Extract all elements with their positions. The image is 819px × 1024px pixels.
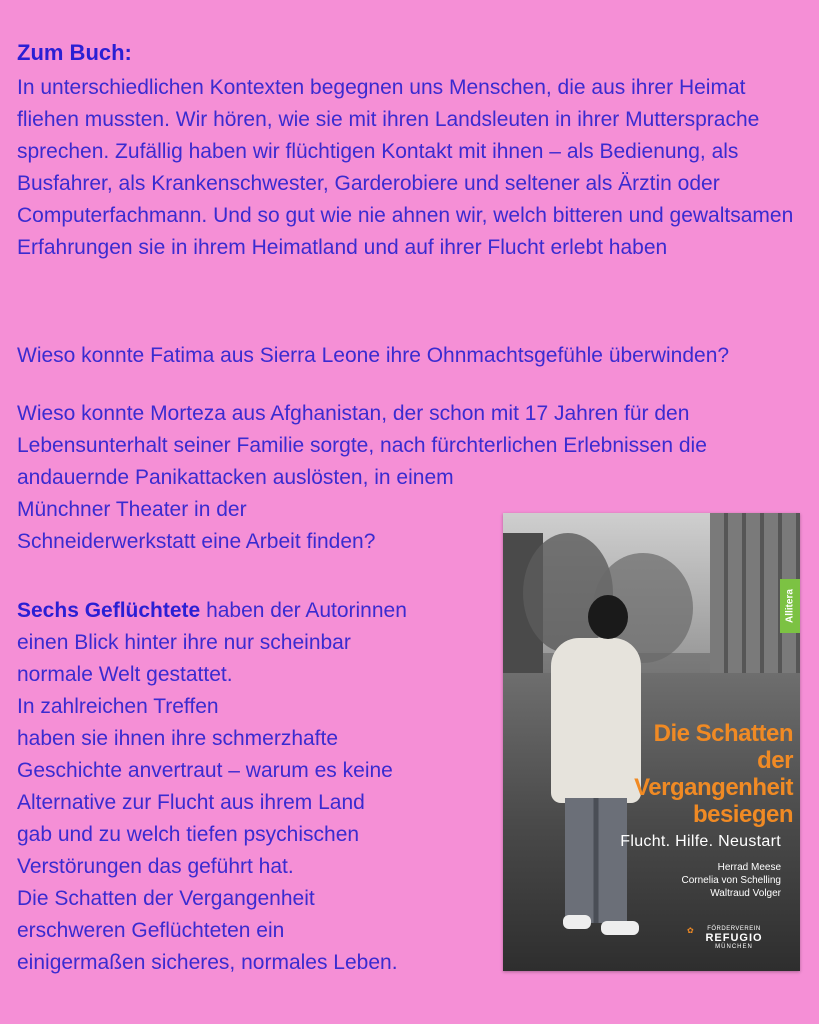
- publisher-label: Allitera: [780, 579, 800, 633]
- summary-line: gab und zu welch tiefen psychischen: [17, 823, 360, 846]
- summary-line: In zahlreichen Treffen: [17, 695, 219, 718]
- book-title-line: Die Schatten: [653, 720, 793, 747]
- book-title-line: der Vergangenheit: [634, 747, 793, 801]
- refugio-mark-icon: ✿: [687, 926, 694, 935]
- question-morteza-text: Münchner Theater in der: [17, 498, 247, 521]
- book-title: [593, 720, 793, 828]
- book-title-line: besiegen: [692, 801, 793, 828]
- summary-line: normale Welt gestattet.: [17, 663, 233, 686]
- author-name: Waltraud Volger: [710, 888, 781, 899]
- summary-bold-lead: Sechs Geflüchtete: [17, 599, 201, 622]
- question-fatima: Wieso konnte Fatima aus Sierra Leone ihre Ohnmachtsgefühle überwinden?: [17, 344, 730, 367]
- org-top-text: FÖRDERVEREIN: [707, 926, 761, 932]
- org-name-text: REFUGIO: [705, 932, 763, 944]
- summary-line: Geschichte anvertraut – warum es keine: [17, 759, 393, 782]
- summary-line: einen Blick hinter ihre nur scheinbar: [17, 631, 351, 654]
- cover-person-shoe: [601, 921, 639, 935]
- author-name: Cornelia von Schelling: [681, 875, 781, 886]
- section-heading: Zum Buch:: [17, 40, 132, 65]
- org-city-text: MÜNCHEN: [715, 944, 753, 950]
- book-subtitle: Flucht. Hilfe. Neustart: [620, 833, 781, 850]
- summary-paragraph: [17, 595, 497, 979]
- question-morteza-text: Schneiderwerkstatt eine Arbeit finden?: [17, 530, 376, 553]
- summary-line: einigermaßen sicheres, normales Leben.: [17, 951, 398, 974]
- summary-line: Die Schatten der Vergangenheit: [17, 887, 315, 910]
- summary-line: haben der Autorinnen: [200, 599, 407, 622]
- intro-paragraph: In unterschiedlichen Kontexten begegnen uns Menschen, die aus ihrer Heimat fliehen mussten. Wir hören, wie sie mit ihren Landsleuten in ihrer Muttersprache sprechen. Zufällig haben wir flüchtigen Kontakt mit ihnen – als Bedienung, als Busfahrer, als Krankenschwester, Garderobiere und seltener als Ärztin oder Computerfachmann. Und so gut wie nie ahnen wir, welch bitteren und gewaltsamen Erfahrungen sie in ihrem Heimatland und auf ihrer Flucht erlebt haben: [17, 76, 794, 259]
- book-cover: [503, 513, 800, 971]
- summary-line: erschweren Geflüchteten ein: [17, 919, 285, 942]
- refugio-logo: [687, 926, 775, 950]
- author-name: Herrad Meese: [717, 862, 781, 873]
- question-morteza-text: Wieso konnte Morteza aus Afghanistan, der schon mit 17 Jahren für den Lebensunterhalt seiner Familie sorgte, nach fürchterlichen Erlebnissen die andauernde Panikattacken auslösten, in einem: [17, 402, 707, 489]
- summary-line: Alternative zur Flucht aus ihrem Land: [17, 791, 365, 814]
- summary-line: Verstörungen das geführt hat.: [17, 855, 294, 878]
- summary-line: haben sie ihnen ihre schmerzhafte: [17, 727, 339, 750]
- book-authors: [603, 861, 781, 900]
- cover-person-head: [588, 595, 628, 639]
- cover-person-shoe: [563, 915, 591, 929]
